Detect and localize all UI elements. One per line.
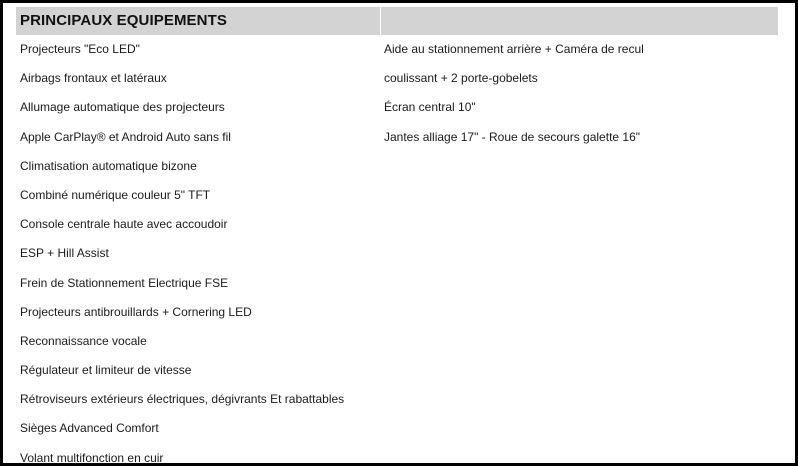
equipment-sheet	[3, 3, 795, 463]
equipment-item: ESP + Hill Assist	[20, 246, 109, 261]
equipment-item: Console centrale haute avec accoudoir	[20, 217, 228, 232]
equipment-item: Climatisation automatique bizone	[20, 158, 197, 173]
equipment-item: Régulateur et limiteur de vitesse	[20, 363, 192, 378]
equipment-item: Allumage automatique des projecteurs	[20, 100, 225, 115]
equipment-item: coulissant + 2 porte-gobelets	[384, 71, 538, 86]
equipment-list-right	[384, 35, 644, 152]
equipment-item: Airbags frontaux et latéraux	[20, 71, 167, 86]
equipment-item: Apple CarPlay® et Android Auto sans fil	[20, 129, 231, 144]
equipment-item: Aide au stationnement arrière + Caméra de recul	[384, 42, 644, 56]
equipment-list-left	[20, 35, 344, 463]
equipment-item: Rétroviseurs extérieurs électriques, dégivrants Et rabattables	[20, 392, 345, 407]
equipment-item: Sièges Advanced Comfort	[20, 421, 159, 436]
equipment-item: Écran central 10"	[384, 100, 476, 115]
equipment-item: Projecteurs "Eco LED"	[20, 42, 140, 56]
equipment-item: Volant multifonction en cuir	[20, 450, 164, 463]
equipment-item: Jantes alliage 17" - Roue de secours galette 16"	[384, 129, 641, 144]
equipment-item: Combiné numérique couleur 5" TFT	[20, 187, 211, 202]
section-title: PRINCIPAUX EQUIPEMENTS	[20, 12, 227, 29]
section-header	[16, 7, 778, 35]
equipment-item: Frein de Stationnement Electrique FSE	[20, 275, 229, 290]
header-column-divider	[380, 7, 381, 35]
equipment-item: Projecteurs antibrouillards + Cornering LED	[20, 304, 252, 319]
equipment-item: Reconnaissance vocale	[20, 333, 147, 348]
